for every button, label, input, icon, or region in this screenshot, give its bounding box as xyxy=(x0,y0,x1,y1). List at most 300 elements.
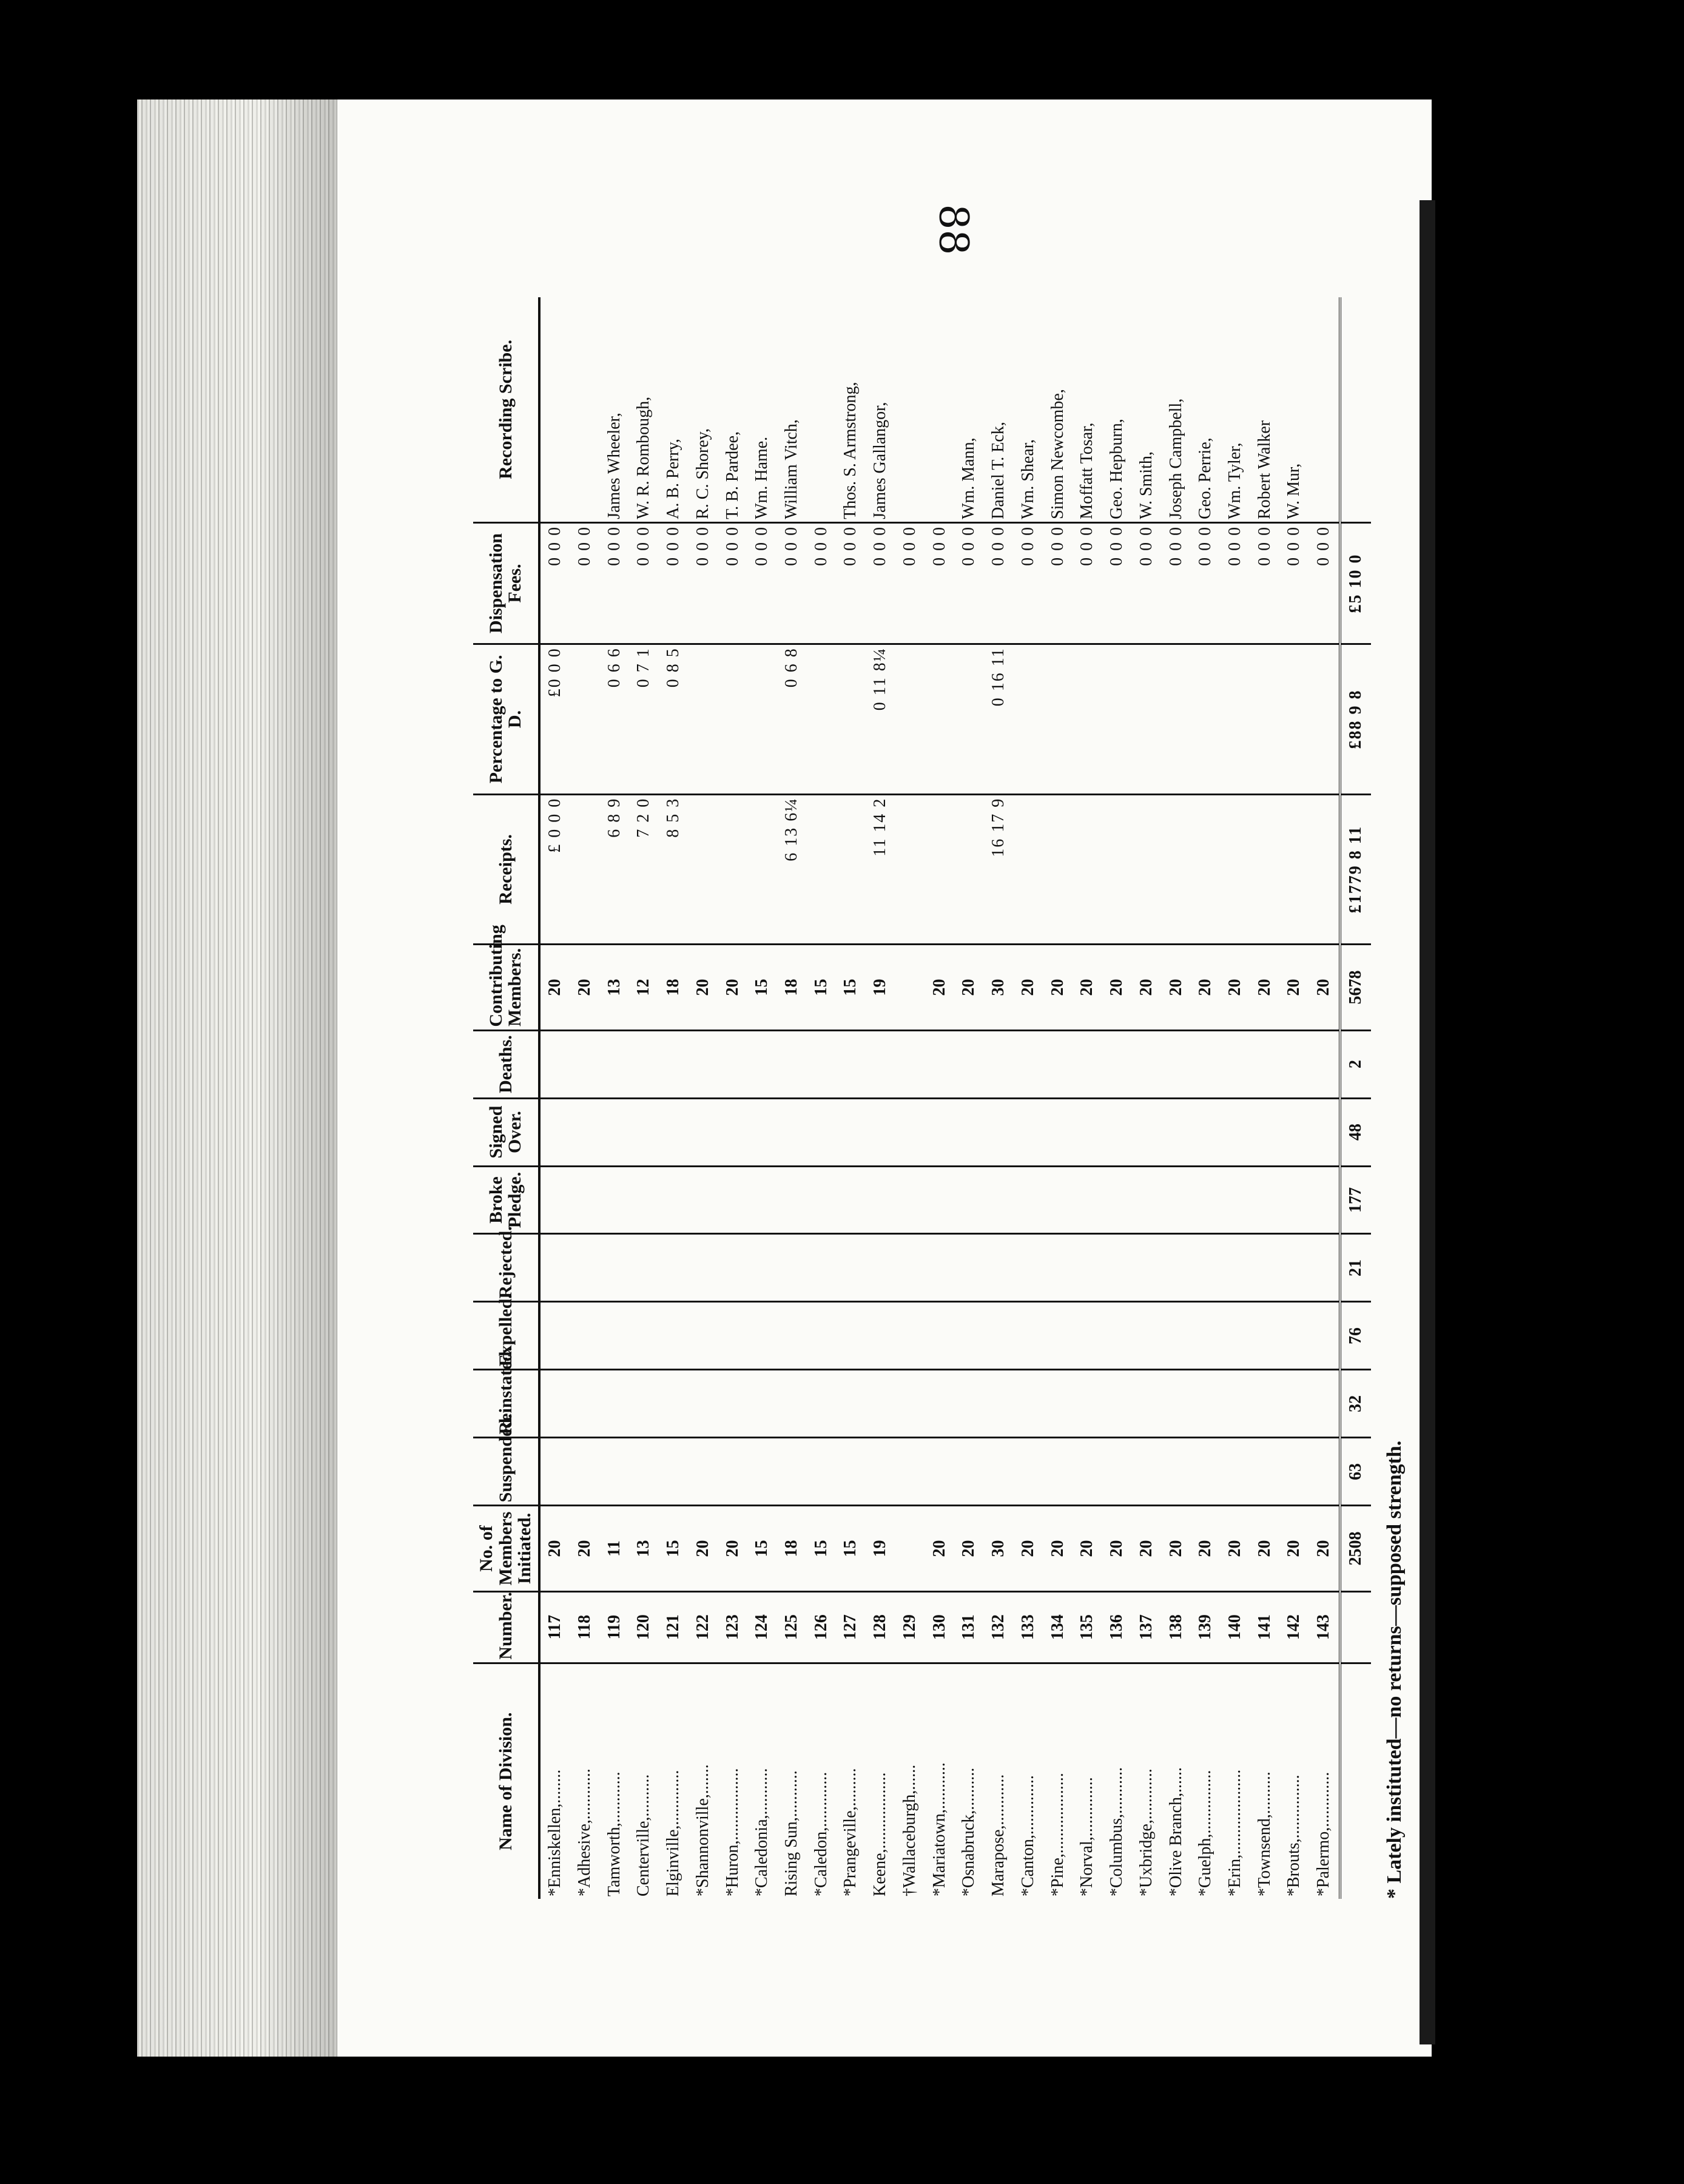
cell-number: 118 xyxy=(570,1591,600,1663)
cell-suspended xyxy=(895,1438,925,1506)
cell-contributing: 20 xyxy=(718,945,747,1030)
cell-name: Rising Sun,........... xyxy=(782,1770,801,1896)
table-row xyxy=(1309,297,1340,1899)
cell-signed xyxy=(866,1098,895,1166)
cell-signed xyxy=(688,1098,718,1166)
cell-scribe: W. Mur, xyxy=(1279,297,1309,522)
cell-deaths xyxy=(925,1030,954,1098)
cell-contributing: 20 xyxy=(688,945,718,1030)
cell-scribe xyxy=(806,297,836,522)
cell-expelled xyxy=(806,1302,836,1370)
cell-reinstated xyxy=(599,1370,629,1438)
cell-name: *Prangeville,......... xyxy=(841,1768,860,1896)
cell-deaths xyxy=(688,1030,718,1098)
cell-signed xyxy=(1161,1098,1191,1166)
cell-broke xyxy=(599,1166,629,1234)
cell-contributing: 12 xyxy=(629,945,659,1030)
cell-expelled xyxy=(777,1302,807,1370)
cell-initiated: 20 xyxy=(1073,1506,1102,1591)
cell-fees: 0 0 0 xyxy=(718,522,747,644)
cell-rejected xyxy=(1191,1234,1221,1302)
cell-signed xyxy=(895,1098,925,1166)
cell-rejected xyxy=(718,1234,747,1302)
cell-receipts xyxy=(570,794,600,945)
col-expelled: Expelled. xyxy=(473,1302,539,1370)
cell-name: *Pine,................... xyxy=(1048,1773,1067,1896)
cell-scribe: Geo. Perrie, xyxy=(1191,297,1221,522)
cell-percentage xyxy=(747,644,777,795)
cell-name: Marapose,............ xyxy=(989,1774,1008,1896)
cell-contributing: 13 xyxy=(599,945,629,1030)
cell-broke xyxy=(984,1166,1014,1234)
cell-rejected xyxy=(747,1234,777,1302)
cell-percentage xyxy=(1250,644,1279,795)
cell-deaths xyxy=(1073,1030,1102,1098)
cell-rejected xyxy=(1279,1234,1309,1302)
cell-percentage xyxy=(1191,644,1221,795)
cell-receipts: 6 13 6¼ xyxy=(777,794,807,945)
cell-fees: 0 0 0 xyxy=(1191,522,1221,644)
cell-broke xyxy=(1279,1166,1309,1234)
cell-initiated: 15 xyxy=(659,1506,689,1591)
cell-contributing: 20 xyxy=(570,945,600,1030)
cell-percentage xyxy=(954,644,984,795)
cell-name: *Guelph,............... xyxy=(1196,1770,1215,1896)
cell-reinstated xyxy=(1191,1370,1221,1438)
cell-suspended xyxy=(1161,1438,1191,1506)
cell-rejected xyxy=(539,1234,570,1302)
cell-percentage xyxy=(1073,644,1102,795)
table-row xyxy=(599,297,629,1899)
cell-contributing: 30 xyxy=(984,945,1014,1030)
cell-receipts xyxy=(1279,794,1309,945)
cell-name: *Canton,.............. xyxy=(1018,1775,1037,1896)
cell-receipts: 8 5 3 xyxy=(659,794,689,945)
cell-percentage xyxy=(1309,644,1340,795)
cell-number: 126 xyxy=(806,1591,836,1663)
cell-number: 134 xyxy=(1043,1591,1073,1663)
cell-expelled xyxy=(866,1302,895,1370)
cell-contributing: 19 xyxy=(866,945,895,1030)
cell-expelled xyxy=(599,1302,629,1370)
cell-percentage xyxy=(1043,644,1073,795)
cell-rejected xyxy=(836,1234,866,1302)
cell-number: 142 xyxy=(1279,1591,1309,1663)
cell-suspended xyxy=(570,1438,600,1506)
cell-rejected xyxy=(1250,1234,1279,1302)
cell-rejected xyxy=(806,1234,836,1302)
cell-expelled xyxy=(1161,1302,1191,1370)
cell-number: 140 xyxy=(1221,1591,1250,1663)
cell-name: *Caledon,............. xyxy=(811,1771,830,1896)
cell-contributing xyxy=(895,945,925,1030)
cell-contributing: 15 xyxy=(836,945,866,1030)
cell-signed xyxy=(747,1098,777,1166)
cell-suspended xyxy=(1102,1438,1132,1506)
cell-reinstated xyxy=(570,1370,600,1438)
cell-signed xyxy=(1221,1098,1250,1166)
cell-suspended xyxy=(925,1438,954,1506)
table-row xyxy=(1250,297,1279,1899)
cell-suspended xyxy=(1309,1438,1340,1506)
cell-expelled xyxy=(836,1302,866,1370)
cell-fees: 0 0 0 xyxy=(659,522,689,644)
cell-expelled xyxy=(570,1302,600,1370)
cell-rejected xyxy=(777,1234,807,1302)
cell-contributing: 20 xyxy=(1131,945,1161,1030)
cell-percentage: 0 7 1 xyxy=(629,644,659,795)
cell-scribe: Simon Newcombe, xyxy=(1043,297,1073,522)
col-contributing: Contributing Members. xyxy=(473,945,539,1030)
cell-scribe: W. R. Rombough, xyxy=(629,297,659,522)
cell-scribe: A. B. Perry, xyxy=(659,297,689,522)
cell-receipts: 16 17 9 xyxy=(984,794,1014,945)
cell-contributing: 18 xyxy=(777,945,807,1030)
cell-contributing: 20 xyxy=(1279,945,1309,1030)
cell-suspended xyxy=(806,1438,836,1506)
cell-scribe: James Gallangor, xyxy=(866,297,895,522)
cell-receipts xyxy=(1221,794,1250,945)
cell-deaths xyxy=(895,1030,925,1098)
cell-name: *Huron,................. xyxy=(722,1768,742,1896)
cell-name: *Adhesive,............ xyxy=(574,1768,594,1896)
table-row xyxy=(539,297,570,1899)
table-row xyxy=(659,297,689,1899)
cell-rejected xyxy=(1014,1234,1043,1302)
cell-expelled xyxy=(539,1302,570,1370)
cell-scribe xyxy=(895,297,925,522)
cell-reinstated xyxy=(806,1370,836,1438)
table-row xyxy=(866,297,895,1899)
cell-receipts xyxy=(1014,794,1043,945)
col-broke-pledge: Broke Pledge. xyxy=(473,1166,539,1234)
table-row xyxy=(688,297,718,1899)
cell-expelled xyxy=(747,1302,777,1370)
cell-rejected xyxy=(984,1234,1014,1302)
cell-broke xyxy=(895,1166,925,1234)
cell-deaths xyxy=(629,1030,659,1098)
cell-signed xyxy=(659,1098,689,1166)
cell-fees: 0 0 0 xyxy=(1250,522,1279,644)
cell-rejected xyxy=(1131,1234,1161,1302)
cell-fees: 0 0 0 xyxy=(1279,522,1309,644)
cell-number: 129 xyxy=(895,1591,925,1663)
cell-number: 120 xyxy=(629,1591,659,1663)
cell-deaths xyxy=(659,1030,689,1098)
table-row xyxy=(925,297,954,1899)
cell-reinstated xyxy=(895,1370,925,1438)
cell-deaths xyxy=(1309,1030,1340,1098)
table-row xyxy=(1102,297,1132,1899)
cell-reinstated xyxy=(1073,1370,1102,1438)
cell-number: 136 xyxy=(1102,1591,1132,1663)
col-initiated: No. of Members Initiated. xyxy=(473,1506,539,1591)
cell-expelled xyxy=(1221,1302,1250,1370)
cell-fees: 0 0 0 xyxy=(777,522,807,644)
cell-percentage: 0 16 11 xyxy=(984,644,1014,795)
cell-deaths xyxy=(539,1030,570,1098)
cell-name: *Shannonville,....... xyxy=(693,1764,712,1896)
col-rejected: Rejected. xyxy=(473,1234,539,1302)
cell-name: *Columbus,........... xyxy=(1107,1767,1127,1896)
cell-suspended xyxy=(539,1438,570,1506)
cell-reinstated xyxy=(1014,1370,1043,1438)
cell-broke xyxy=(1043,1166,1073,1234)
cell-signed xyxy=(1043,1098,1073,1166)
cell-scribe: T. B. Pardee, xyxy=(718,297,747,522)
total-percentage: £88 9 8 xyxy=(1340,644,1371,795)
cell-reinstated xyxy=(539,1370,570,1438)
cell-broke xyxy=(954,1166,984,1234)
cell-suspended xyxy=(1250,1438,1279,1506)
page-edges xyxy=(137,99,337,2057)
cell-fees: 0 0 0 xyxy=(539,522,570,644)
cell-name: *Enniskellen,........ xyxy=(545,1769,564,1896)
cell-initiated: 18 xyxy=(777,1506,807,1591)
cell-suspended xyxy=(1073,1438,1102,1506)
cell-name: Elginville,............. xyxy=(664,1770,683,1896)
cell-deaths xyxy=(1131,1030,1161,1098)
cell-percentage: 0 11 8¼ xyxy=(866,644,895,795)
cell-fees: 0 0 0 xyxy=(954,522,984,644)
total-contributing: 5678 xyxy=(1340,945,1371,1030)
cell-suspended xyxy=(1279,1438,1309,1506)
cell-number: 131 xyxy=(954,1591,984,1663)
cell-suspended xyxy=(629,1438,659,1506)
cell-fees: 0 0 0 xyxy=(747,522,777,644)
table-row xyxy=(1191,297,1221,1899)
cell-fees: 0 0 0 xyxy=(836,522,866,644)
cell-number: 141 xyxy=(1250,1591,1279,1663)
cell-reinstated xyxy=(954,1370,984,1438)
cell-percentage xyxy=(925,644,954,795)
cell-receipts xyxy=(806,794,836,945)
cell-expelled xyxy=(1250,1302,1279,1370)
cell-name: Centerville,.......... xyxy=(634,1774,653,1896)
cell-deaths xyxy=(866,1030,895,1098)
cell-rejected xyxy=(1043,1234,1073,1302)
cell-scribe: Thos. S. Armstrong, xyxy=(836,297,866,522)
cell-contributing: 20 xyxy=(1161,945,1191,1030)
table-row xyxy=(895,297,925,1899)
cell-name: *Erin,.................... xyxy=(1225,1769,1245,1896)
cell-broke xyxy=(1221,1166,1250,1234)
total-reinstated: 32 xyxy=(1340,1370,1371,1438)
cell-reinstated xyxy=(629,1370,659,1438)
cell-broke xyxy=(718,1166,747,1234)
cell-expelled xyxy=(925,1302,954,1370)
cell-scribe: Daniel T. Eck, xyxy=(984,297,1014,522)
cell-percentage: 0 6 8 xyxy=(777,644,807,795)
cell-receipts xyxy=(1191,794,1221,945)
cell-percentage xyxy=(1131,644,1161,795)
cell-reinstated xyxy=(659,1370,689,1438)
cell-scribe: Moffatt Tosar, xyxy=(1073,297,1102,522)
cell-initiated: 19 xyxy=(866,1506,895,1591)
col-percentage: Percentage to G. D. xyxy=(473,644,539,795)
cell-deaths xyxy=(1279,1030,1309,1098)
total-rejected: 21 xyxy=(1340,1234,1371,1302)
cell-receipts xyxy=(836,794,866,945)
cell-reinstated xyxy=(1221,1370,1250,1438)
cell-expelled xyxy=(984,1302,1014,1370)
cell-name: *Olive Branch,...... xyxy=(1166,1767,1185,1896)
cell-scribe xyxy=(570,297,600,522)
table-row xyxy=(1221,297,1250,1899)
cell-suspended xyxy=(1131,1438,1161,1506)
cell-percentage: 0 8 5 xyxy=(659,644,689,795)
cell-percentage xyxy=(718,644,747,795)
cell-name: *Norval,.............. xyxy=(1077,1777,1097,1896)
cell-name: *Uxbridge,............ xyxy=(1136,1768,1156,1896)
cell-initiated: 30 xyxy=(984,1506,1014,1591)
cell-deaths xyxy=(747,1030,777,1098)
table-row xyxy=(718,297,747,1899)
cell-deaths xyxy=(1250,1030,1279,1098)
total-broke: 177 xyxy=(1340,1166,1371,1234)
cell-percentage xyxy=(1279,644,1309,795)
cell-percentage xyxy=(1221,644,1250,795)
footnote: * Lately instituted—no returns—supposed strength. xyxy=(1383,1440,1406,1899)
cell-expelled xyxy=(954,1302,984,1370)
cell-broke xyxy=(659,1166,689,1234)
cell-broke xyxy=(1073,1166,1102,1234)
cell-receipts xyxy=(1250,794,1279,945)
cell-broke xyxy=(1309,1166,1340,1234)
col-reinstated: Reinstated. xyxy=(473,1370,539,1438)
table-row xyxy=(984,297,1014,1899)
cell-name: *Townsend,.......... xyxy=(1255,1771,1274,1896)
cell-rejected xyxy=(688,1234,718,1302)
cell-percentage xyxy=(1102,644,1132,795)
cell-receipts: 11 14 2 xyxy=(866,794,895,945)
cell-receipts xyxy=(1073,794,1102,945)
cell-signed xyxy=(718,1098,747,1166)
table-row xyxy=(1043,297,1073,1899)
cell-contributing: 20 xyxy=(1309,945,1340,1030)
cell-initiated: 15 xyxy=(836,1506,866,1591)
cell-percentage xyxy=(836,644,866,795)
cell-signed xyxy=(570,1098,600,1166)
cell-reinstated xyxy=(1131,1370,1161,1438)
cell-contributing: 20 xyxy=(1250,945,1279,1030)
cell-expelled xyxy=(1014,1302,1043,1370)
cell-deaths xyxy=(836,1030,866,1098)
cell-broke xyxy=(806,1166,836,1234)
cell-suspended xyxy=(599,1438,629,1506)
cell-suspended xyxy=(984,1438,1014,1506)
cell-expelled xyxy=(718,1302,747,1370)
cell-expelled xyxy=(1043,1302,1073,1370)
table-row xyxy=(747,297,777,1899)
cell-expelled xyxy=(688,1302,718,1370)
cell-number: 138 xyxy=(1161,1591,1191,1663)
cell-contributing: 20 xyxy=(1102,945,1132,1030)
cell-number: 130 xyxy=(925,1591,954,1663)
cell-deaths xyxy=(599,1030,629,1098)
cell-deaths xyxy=(1221,1030,1250,1098)
cell-signed xyxy=(984,1098,1014,1166)
cell-fees: 0 0 0 xyxy=(925,522,954,644)
cell-receipts xyxy=(1102,794,1132,945)
cell-reinstated xyxy=(688,1370,718,1438)
cell-scribe xyxy=(539,297,570,522)
cell-rejected xyxy=(570,1234,600,1302)
cell-number: 123 xyxy=(718,1591,747,1663)
total-scribe xyxy=(1340,297,1371,522)
cell-scribe: Wm. Shear, xyxy=(1014,297,1043,522)
cell-expelled xyxy=(629,1302,659,1370)
cell-receipts xyxy=(954,794,984,945)
cell-deaths xyxy=(777,1030,807,1098)
cell-name: *Palermo,............. xyxy=(1314,1771,1333,1896)
cell-signed xyxy=(925,1098,954,1166)
cell-broke xyxy=(570,1166,600,1234)
table-row xyxy=(570,297,600,1899)
cell-initiated: 11 xyxy=(599,1506,629,1591)
table-row xyxy=(777,297,807,1899)
cell-initiated: 20 xyxy=(1043,1506,1073,1591)
cell-scribe: Robert Walker xyxy=(1250,297,1279,522)
total-receipts: £1779 8 11 xyxy=(1340,794,1371,945)
col-receipts: Receipts. xyxy=(473,794,539,945)
cell-suspended xyxy=(1043,1438,1073,1506)
cell-rejected xyxy=(925,1234,954,1302)
cell-number: 143 xyxy=(1309,1591,1340,1663)
cell-signed xyxy=(954,1098,984,1166)
cell-suspended xyxy=(836,1438,866,1506)
table-row xyxy=(629,297,659,1899)
cell-fees: 0 0 0 xyxy=(1043,522,1073,644)
cell-initiated: 20 xyxy=(954,1506,984,1591)
cell-deaths xyxy=(1043,1030,1073,1098)
cell-fees: 0 0 0 xyxy=(1161,522,1191,644)
cell-signed xyxy=(539,1098,570,1166)
cell-scribe xyxy=(925,297,954,522)
cell-broke xyxy=(1191,1166,1221,1234)
cell-signed xyxy=(1309,1098,1340,1166)
cell-signed xyxy=(1191,1098,1221,1166)
cell-number: 117 xyxy=(539,1591,570,1663)
cell-number: 128 xyxy=(866,1591,895,1663)
cell-suspended xyxy=(688,1438,718,1506)
cell-rejected xyxy=(895,1234,925,1302)
cell-broke xyxy=(1250,1166,1279,1234)
cell-broke xyxy=(539,1166,570,1234)
cell-suspended xyxy=(1191,1438,1221,1506)
table-row xyxy=(1073,297,1102,1899)
cell-signed xyxy=(1250,1098,1279,1166)
cell-number: 135 xyxy=(1073,1591,1102,1663)
cell-initiated: 20 xyxy=(688,1506,718,1591)
total-suspended: 63 xyxy=(1340,1438,1371,1506)
cell-signed xyxy=(1279,1098,1309,1166)
total-initiated: 2508 xyxy=(1340,1506,1371,1591)
cell-reinstated xyxy=(777,1370,807,1438)
cell-fees: 0 0 0 xyxy=(1221,522,1250,644)
header-row xyxy=(473,297,539,1899)
cell-initiated: 20 xyxy=(1309,1506,1340,1591)
cell-initiated xyxy=(895,1506,925,1591)
cell-deaths xyxy=(1191,1030,1221,1098)
cell-number: 122 xyxy=(688,1591,718,1663)
cell-reinstated xyxy=(1250,1370,1279,1438)
cell-number: 127 xyxy=(836,1591,866,1663)
cell-scribe: Wm. Tyler, xyxy=(1221,297,1250,522)
cell-suspended xyxy=(1221,1438,1250,1506)
cell-scribe: W. Smith, xyxy=(1131,297,1161,522)
cell-reinstated xyxy=(1043,1370,1073,1438)
